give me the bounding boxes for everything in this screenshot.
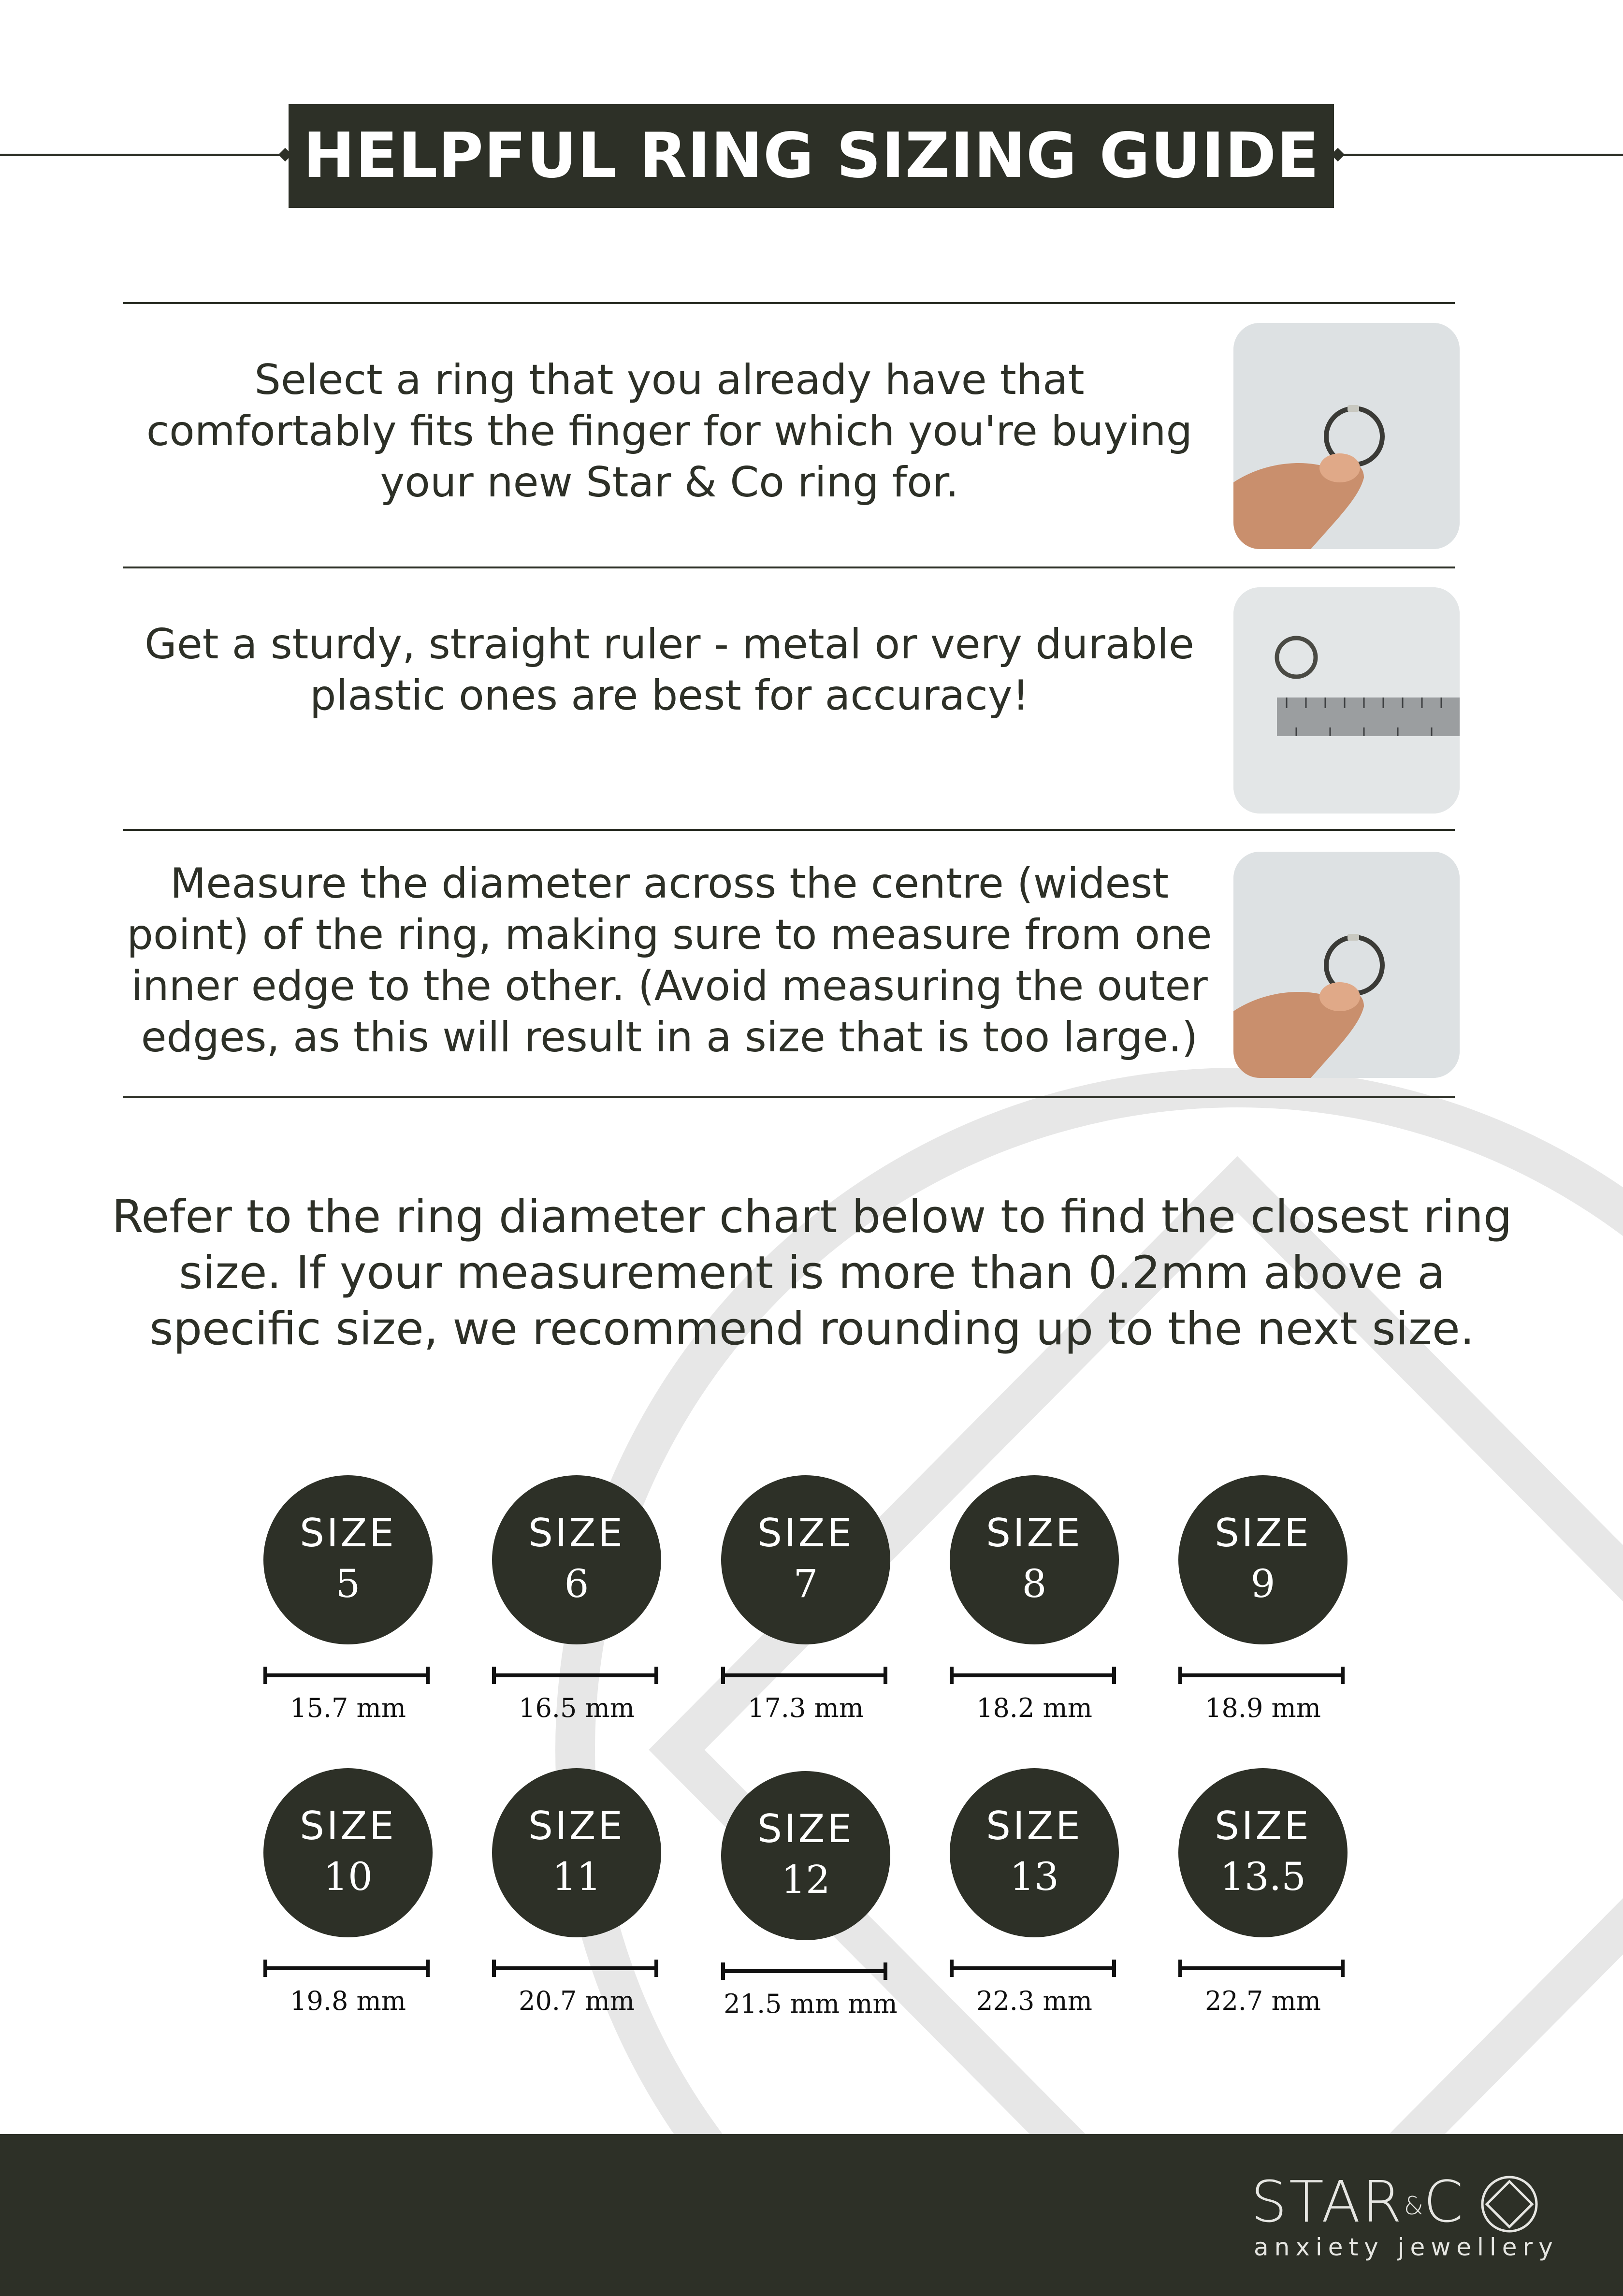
- size-number: 9: [1250, 1561, 1275, 1606]
- logo-mark-icon: [1478, 2173, 1541, 2236]
- logo-wordmark: [1251, 2170, 1465, 2238]
- diameter-bar: [263, 1966, 430, 1970]
- page-title: HELPFUL RING SIZING GUIDE: [289, 104, 1334, 208]
- ring-size-item: [263, 1768, 437, 2020]
- logo-co: C: [1423, 2168, 1465, 2235]
- size-label: SIZE: [528, 1803, 625, 1848]
- ring-size-circle: [263, 1475, 433, 1644]
- size-label: SIZE: [757, 1806, 854, 1851]
- ring-size-circle: [492, 1768, 661, 1937]
- ring-size-item: [950, 1768, 1124, 2020]
- size-number: 6: [564, 1561, 589, 1606]
- size-diameter: 19.8 mm: [290, 1986, 406, 2016]
- size-label: SIZE: [300, 1803, 396, 1848]
- diameter-bar: [1178, 1966, 1345, 1970]
- ring-size-item: [492, 1475, 666, 1727]
- size-label: SIZE: [986, 1511, 1083, 1555]
- logo-star: STAR: [1251, 2168, 1404, 2235]
- step-divider: [123, 302, 1455, 304]
- diameter-bar: [721, 1969, 887, 1973]
- ring-size-item: [1178, 1475, 1352, 1727]
- size-diameter: 15.7 mm: [290, 1693, 406, 1723]
- size-label: SIZE: [528, 1511, 625, 1555]
- size-label: SIZE: [300, 1511, 396, 1555]
- diameter-bar: [950, 1673, 1116, 1677]
- step-divider: [123, 567, 1455, 568]
- size-diameter: 21.5 mm mm: [724, 1989, 898, 2019]
- size-label: SIZE: [986, 1803, 1083, 1848]
- diameter-bar: [492, 1673, 658, 1677]
- size-diameter: 22.7 mm: [1205, 1986, 1321, 2016]
- step-divider: [123, 1096, 1455, 1098]
- step-3-photo: [1233, 852, 1460, 1078]
- step-3-text: Measure the diameter across the centre (widest point) of the ring, making sure to measure from one inner edge to the other. (Avoid measuring the outer edges, as this will result in a size that is too large.): [127, 859, 1212, 1061]
- ring-size-item: [950, 1475, 1124, 1727]
- size-label: SIZE: [757, 1511, 854, 1555]
- size-label: SIZE: [1215, 1511, 1311, 1555]
- ring-size-circle: [1178, 1768, 1348, 1937]
- size-number: 5: [335, 1561, 361, 1606]
- size-diameter: 18.9 mm: [1205, 1693, 1321, 1723]
- diameter-bar: [492, 1966, 658, 1970]
- ring-size-circle: [721, 1475, 890, 1644]
- size-diameter: 20.7 mm: [519, 1986, 635, 2016]
- size-diameter: 16.5 mm: [519, 1693, 635, 1723]
- step-1-text: Select a ring that you already have that comfortably fits the finger for which you're buying your new Star & Co ring for.: [146, 356, 1193, 507]
- step-divider: [123, 829, 1455, 831]
- title-rule-left: [0, 154, 285, 156]
- ring-size-item: [1178, 1768, 1352, 2020]
- ring-size-circle: [1178, 1475, 1348, 1644]
- size-number: 13.5: [1219, 1854, 1306, 1899]
- size-number: 10: [323, 1854, 373, 1899]
- diameter-bar: [950, 1966, 1116, 1970]
- size-chart-instructions: Refer to the ring diameter chart below to find the closest ring size. If your measurement is more than 0.2mm above a specific size, we recommend rounding up to the next size.: [112, 1191, 1512, 1355]
- logo-tagline: anxiety jewellery: [1254, 2233, 1559, 2261]
- ring-size-item: [263, 1475, 437, 1727]
- ring-size-circle: [492, 1475, 661, 1644]
- ring-size-circle: [721, 1771, 890, 1940]
- diameter-bar: [1178, 1673, 1345, 1677]
- ring-size-circle: [950, 1475, 1119, 1644]
- size-label: SIZE: [1215, 1803, 1311, 1848]
- title-rule-right: [1338, 154, 1623, 156]
- logo-ampersand: &: [1404, 2191, 1424, 2221]
- size-diameter: 22.3 mm: [976, 1986, 1092, 2016]
- size-number: 11: [552, 1854, 601, 1899]
- diameter-bar: [721, 1673, 887, 1677]
- size-number: 8: [1022, 1561, 1047, 1606]
- size-number: 7: [793, 1561, 818, 1606]
- step-2-photo: [1233, 587, 1460, 814]
- size-number: 13: [1010, 1854, 1059, 1899]
- ring-size-item: [721, 1475, 895, 1727]
- step-2-text: Get a sturdy, straight ruler - metal or very durable plastic ones are best for accuracy!: [145, 620, 1194, 720]
- ring-size-item: [492, 1768, 666, 2020]
- size-diameter: 18.2 mm: [976, 1693, 1092, 1723]
- size-diameter: 17.3 mm: [748, 1693, 864, 1723]
- ring-size-item: [721, 1771, 898, 2022]
- step-1-photo: [1233, 323, 1460, 549]
- ring-size-circle: [263, 1768, 433, 1937]
- diameter-bar: [263, 1673, 430, 1677]
- size-number: 12: [781, 1857, 830, 1902]
- ring-size-circle: [950, 1768, 1119, 1937]
- brand-logo: [1251, 2168, 1559, 2272]
